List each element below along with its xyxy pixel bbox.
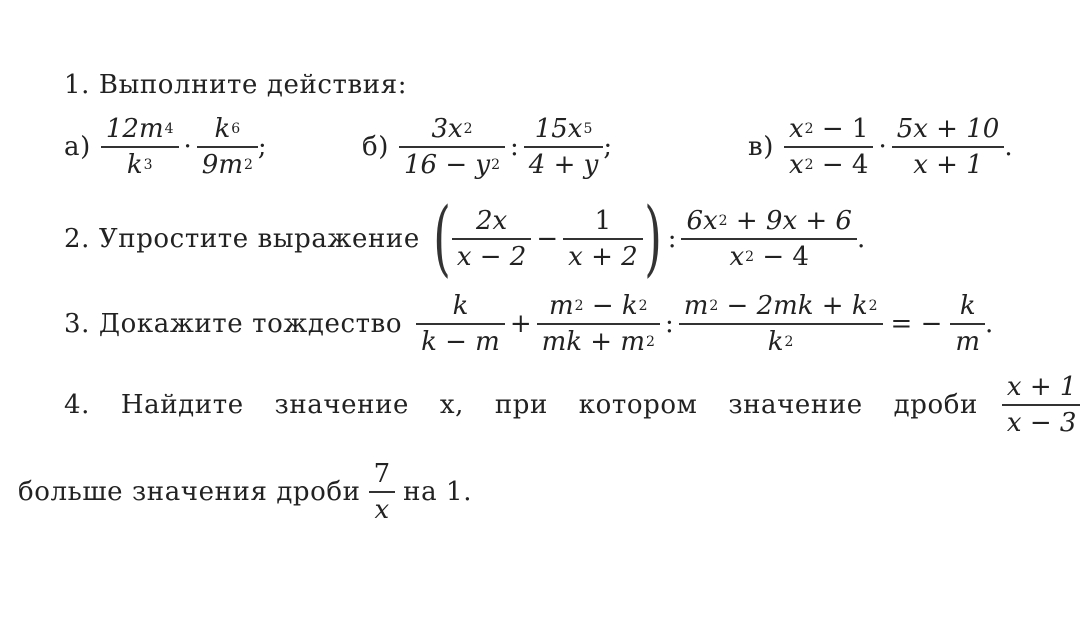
task1-c-fraction-2	[892, 112, 1005, 182]
task3-f4-num: k	[959, 291, 976, 321]
task3-f1-num: k	[452, 291, 469, 321]
task2-f1-num: 2x	[475, 206, 508, 236]
task1-b-f1-num: 3x	[431, 114, 463, 144]
task1-part-a	[64, 112, 267, 182]
task3-fraction-2: m 2 − k 2 mk + m 2	[537, 289, 660, 359]
task3-f3-num-var: m	[683, 291, 709, 321]
task1-a-label: а)	[64, 132, 91, 162]
task1-a-fraction-2: k 6 9m 2	[197, 112, 258, 182]
task1-b-f2-num: 15x	[534, 114, 583, 144]
task1-b-label: б)	[362, 132, 389, 162]
task3-fraction-3: m 2 − 2mk + k 2 k 2	[679, 289, 883, 359]
task4-line-2	[18, 457, 472, 527]
task2-f3-num-var: 6x	[686, 206, 718, 236]
task4-fraction-1	[1002, 370, 1080, 440]
task1-a-f1-num: 12m	[105, 114, 164, 144]
task1-b-fraction-2: 15x 5 4 + y	[524, 112, 604, 182]
task4-text-2: больше значения дроби	[18, 477, 361, 507]
task3-f3-den: k	[767, 327, 784, 357]
task3-f4-den: m	[955, 327, 981, 357]
task1-c-f1-den-var: x	[788, 150, 804, 180]
task1-b-f2-den: 4 + y	[528, 150, 599, 180]
task3-f3-num-rest: − 2mk + k	[718, 291, 868, 321]
task1-c-fraction-1: x 2 − 1 x 2 − 4	[784, 112, 873, 182]
task4-text-1: 4. Найдите значение x, при котором значение дроби	[64, 390, 978, 420]
task3-end: .	[985, 309, 994, 339]
task1-b-f1-den: 16 − y	[404, 150, 491, 180]
task3-f2-den-var: mk + m	[541, 327, 646, 357]
task2-minus: −	[536, 224, 559, 254]
task3-equals: = −	[890, 309, 943, 339]
task4-f2-den: x	[374, 495, 390, 525]
task4-fraction-2	[369, 457, 396, 527]
task1-c-end: .	[1004, 132, 1014, 162]
task1-c-f1-num-var: x	[788, 114, 804, 144]
task3-f2-num-var: m	[548, 291, 574, 321]
task2-f3-den-rest: − 4	[754, 242, 809, 272]
task4-f2-num: 7	[373, 459, 391, 489]
task1-b-end: ;	[603, 132, 613, 162]
task2-line	[64, 191, 866, 286]
task2-fraction-2	[563, 204, 643, 274]
task1-a-f1-den: k	[126, 150, 143, 180]
task2-f3-den-var: x	[729, 242, 745, 272]
task1-c-f1-den-rest: − 4	[813, 150, 869, 180]
task1-part-c	[748, 112, 1013, 182]
task1-c-f2-num: 5x + 10	[896, 114, 1000, 144]
task2-f2-num: 1	[594, 206, 612, 236]
task3-line	[64, 289, 994, 359]
task2-fraction-1	[452, 204, 532, 274]
task2-colon: :	[667, 224, 677, 254]
task2-fraction-3: 6x 2 + 9x + 6 x 2 − 4	[681, 204, 857, 274]
task1-a-end: ;	[257, 132, 268, 162]
task4-line-1	[64, 370, 1080, 440]
task4-f1-num: x + 1	[1006, 372, 1077, 402]
task4-text-3: на 1.	[403, 477, 473, 507]
task1-c-operator: ·	[878, 132, 887, 162]
task3-f2-num-rest: − k	[583, 291, 638, 321]
left-paren: (	[433, 191, 451, 286]
task1-a-f2-den: 9m	[201, 150, 243, 180]
task1-c-f2-den: x + 1	[913, 150, 983, 180]
task2-text: 2. Упростите выражение	[64, 224, 420, 254]
right-paren: )	[643, 191, 662, 286]
task2-f2-den: x + 2	[568, 242, 638, 272]
task1-a-fraction-1: 12m 4 k 3	[101, 112, 179, 182]
task3-text: 3. Докажите тождество	[64, 309, 403, 339]
task1-b-operator: :	[510, 132, 519, 162]
task3-fraction-1	[416, 289, 505, 359]
task2-f3-num-rest: + 9x + 6	[727, 206, 852, 236]
task3-fraction-4	[950, 289, 985, 359]
task1-a-f2-num: k	[214, 114, 231, 144]
task4-f1-den: x − 3	[1006, 408, 1077, 438]
task1-b-fraction-1: 3x 2 16 − y 2	[399, 112, 505, 182]
task1-c-f1-num-rest: − 1	[813, 114, 869, 144]
task3-f1-den: k − m	[421, 327, 500, 357]
task1-a-operator: ·	[183, 132, 192, 162]
task1-part-b	[362, 112, 613, 182]
task1-header-line	[64, 70, 407, 100]
task2-f1-den: x − 2	[456, 242, 527, 272]
task1-header: 1. Выполните действия:	[64, 70, 408, 100]
task3-plus: +	[509, 309, 532, 339]
task3-colon: :	[664, 309, 674, 339]
task1-c-label: в)	[748, 132, 774, 162]
task2-end: .	[856, 224, 866, 254]
